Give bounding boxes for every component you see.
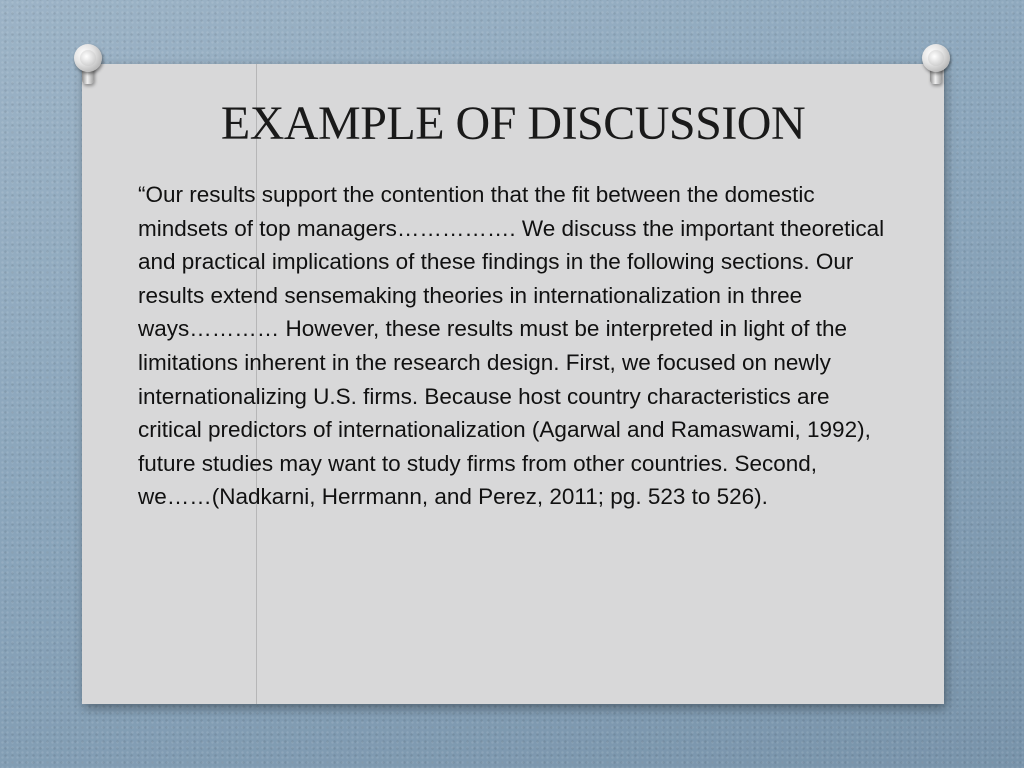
slide-body-text: “Our results support the contention that the fit between the domestic mindsets of top managers……………. We discuss the important theoretical and practical implications of these findings in the following sections. Our results extend sensemaking theories in internationalization in three ways………… However, these results must be interpreted in light of the limitations inherent in the research design. First, we focused on newly internationalizing U.S. firms. Because host country characteristics are critical predictors of internationalization (Agarwal and Ramaswami, 1992), future studies may want to study firms from other countries. Second, we……(Nadkarni, Herrmann, and Perez, 2011; pg. 523 to 526).: [138, 182, 885, 510]
slide-title: EXAMPLE OF DISCUSSION: [220, 97, 806, 150]
pushpin-right-icon: [920, 42, 952, 86]
slide-card: [82, 64, 944, 704]
pushpin-cap: [80, 50, 96, 66]
pushpin-left-icon: [72, 42, 104, 86]
pushpin-cap: [928, 50, 944, 66]
